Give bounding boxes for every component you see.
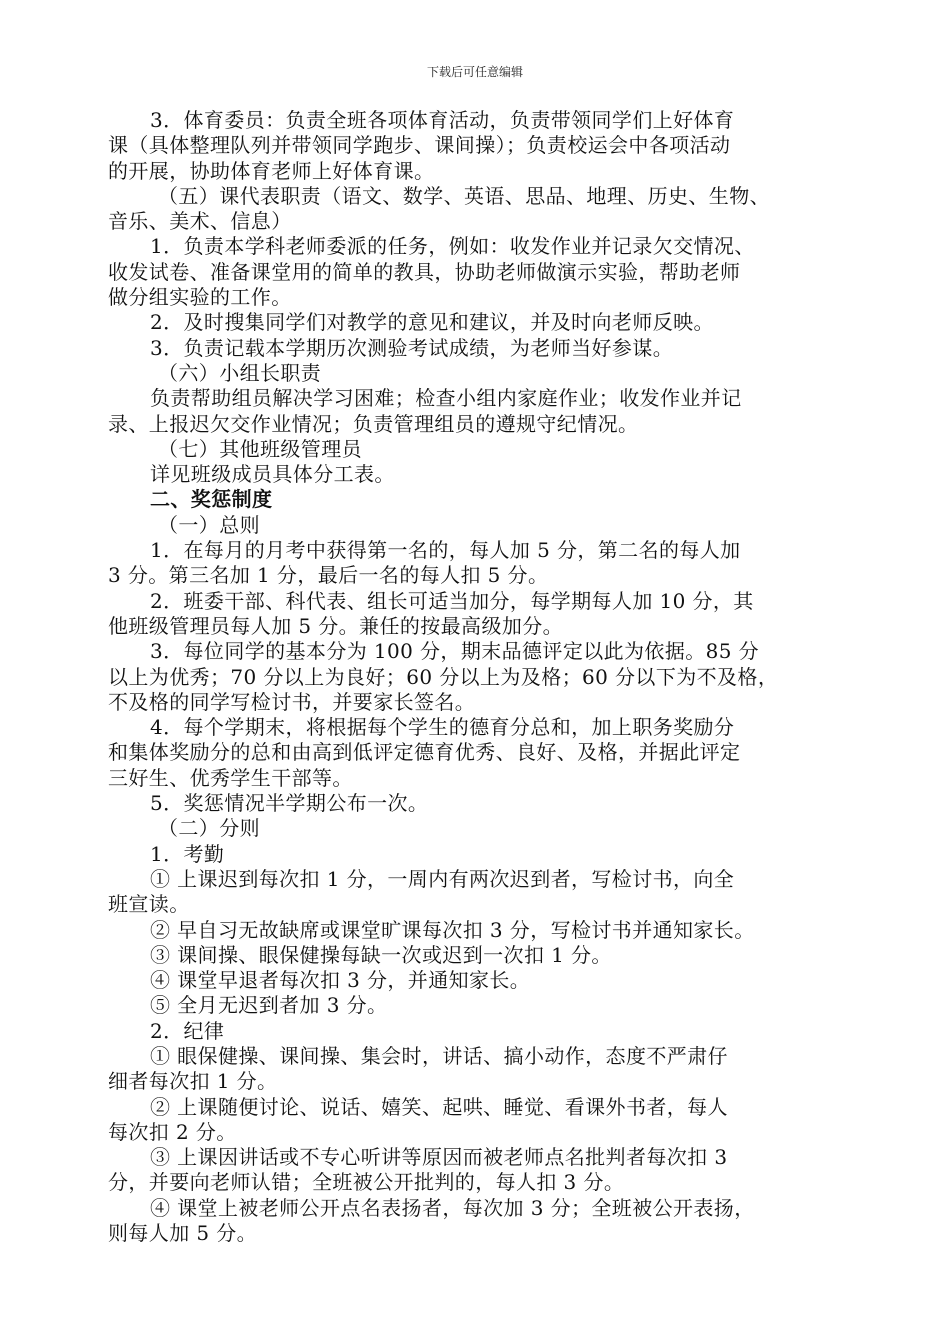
text-line: ② 上课随便讨论、说话、嬉笑、起哄、睡觉、看课外书者，每人	[150, 1094, 728, 1119]
section-heading: 二、奖惩制度	[150, 487, 273, 512]
text-line: 负责帮助组员解决学习困难；检查小组内家庭作业；收发作业并记	[150, 386, 742, 411]
text-line: 做分组实验的工作。	[108, 285, 292, 310]
text-line: 3 分。第三名加 1 分，最后一名的每人扣 5 分。	[108, 563, 549, 588]
text-line: ① 上课迟到每次扣 1 分，一周内有两次迟到者，写检讨书，向全	[150, 866, 735, 891]
page-header: 下载后可任意编辑	[426, 65, 523, 79]
text-line: （五）课代表职责（语文、数学、英语、思品、地理、历史、生物、	[158, 183, 770, 208]
text-line: ⑤ 全月无迟到者加 3 分。	[150, 993, 388, 1018]
text-line: 三好生、优秀学生干部等。	[108, 765, 353, 790]
text-line: （七）其他班级管理员	[158, 436, 362, 461]
text-line: 2．纪律	[150, 1018, 225, 1043]
text-line: 1．在每月的月考中获得第一名的，每人加 5 分，第二名的每人加	[150, 538, 741, 563]
text-line: 分，并要向老师认错；全班被公开批判的，每人扣 3 分。	[108, 1170, 625, 1195]
text-line: 5．奖惩情况半学期公布一次。	[150, 791, 429, 816]
text-line: 音乐、美术、信息）	[108, 209, 292, 234]
text-line: 2．及时搜集同学们对教学的意见和建议，并及时向老师反映。	[150, 310, 714, 335]
text-line: 课（具体整理队列并带领同学跑步、课间操）；负责校运会中各项活动	[108, 133, 731, 158]
text-line: 则每人加 5 分。	[108, 1221, 258, 1246]
text-line: ④ 课堂早退者每次扣 3 分，并通知家长。	[150, 968, 531, 993]
text-line: 和集体奖励分的总和由高到低评定德育优秀、良好、及格，并据此评定	[108, 740, 741, 765]
text-line: 收发试卷、准备课堂用的简单的教具，协助老师做演示实验，帮助老师	[108, 259, 741, 284]
text-line: 他班级管理员每人加 5 分。兼任的按最高级加分。	[108, 613, 564, 638]
text-line: ③ 上课因讲话或不专心听讲等原因而被老师点名批判者每次扣 3	[150, 1145, 728, 1170]
text-line: （一）总则	[158, 512, 260, 537]
text-line: 1．考勤	[150, 841, 225, 866]
text-line: 详见班级成员具体分工表。	[150, 462, 395, 487]
text-line: （二）分则	[158, 816, 260, 841]
document-body	[108, 108, 848, 1246]
text-line: 3．每位同学的基本分为 100 分，期末品德评定以此为依据。85 分	[150, 639, 760, 664]
text-line: 每次扣 2 分。	[108, 1119, 237, 1144]
text-line: ④ 课堂上被老师公开点名表扬者，每次加 3 分；全班被公开表扬，	[150, 1195, 755, 1220]
text-line: ③ 课间操、眼保健操每缺一次或迟到一次扣 1 分。	[150, 942, 612, 967]
text-line: （六）小组长职责	[158, 360, 322, 385]
text-line: 3．负责记载本学期历次测验考试成绩，为老师当好参谋。	[150, 335, 674, 360]
text-line: 1．负责本学科老师委派的任务，例如：收发作业并记录欠交情况、	[150, 234, 755, 259]
text-line: ① 眼保健操、课间操、集会时，讲话、搞小动作，态度不严肃仔	[150, 1043, 728, 1068]
text-line: 的开展，协助体育老师上好体育课。	[108, 158, 435, 183]
text-line: 不及格的同学写检讨书，并要家长签名。	[108, 689, 476, 714]
text-line: 2．班委干部、科代表、组长可适当加分，每学期每人加 10 分，其	[150, 588, 754, 613]
text-line: 细者每次扣 1 分。	[108, 1069, 278, 1094]
text-line: ② 早自习无故缺席或课堂旷课每次扣 3 分，写检讨书并通知家长。	[150, 917, 755, 942]
text-line: 以上为优秀；70 分以上为良好；60 分以上为及格；60 分以下为不及格，	[108, 664, 779, 689]
text-line: 3．体育委员：负责全班各项体育活动，负责带领同学们上好体育	[150, 108, 735, 132]
text-line: 4．每个学期末，将根据每个学生的德育分总和，加上职务奖励分	[150, 715, 735, 740]
text-line: 录、上报迟欠交作业情况；负责管理组员的遵规守纪情况。	[108, 411, 639, 436]
text-line: 班宣读。	[108, 892, 190, 917]
